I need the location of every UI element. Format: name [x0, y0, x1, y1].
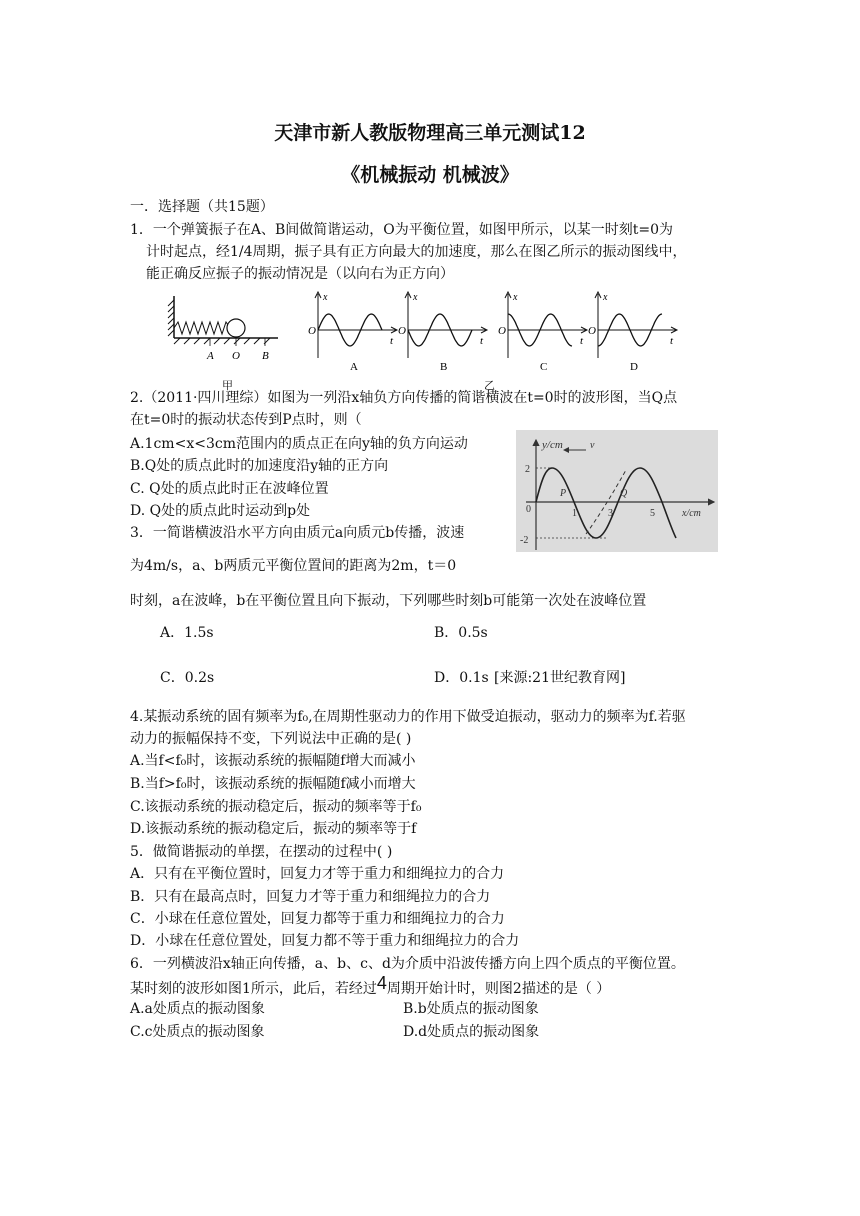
q6-line2	[130, 973, 611, 1000]
point-q-label: Q	[620, 488, 628, 499]
q6-line2-part2: 周期开始计时，则图2描述的是（ ）	[386, 981, 611, 997]
x-tick-5: 5	[650, 508, 655, 519]
q3-source-note: [来源:21世纪教育网]	[494, 670, 626, 686]
q6-line2-part1: 某时刻的波形如图1所示，此后，若经过	[130, 981, 377, 997]
q2-line2: 在t=0时的振动状态传到P点时，则（	[130, 412, 362, 428]
page-title: 天津市新人教版物理高三单元测试12	[274, 122, 586, 144]
vibration-graphs-figure	[300, 286, 700, 382]
q2-option-c: C. Q处的质点此时正在波峰位置	[130, 481, 329, 497]
q4-line2: 动力的振幅保持不变，下列说法中正确的是( )	[130, 731, 412, 747]
graph-2-o-label: O	[498, 325, 506, 337]
spring-oscillator-figure	[166, 292, 284, 364]
q2-option-d: D. Q处的质点此时运动到p处	[130, 503, 311, 519]
q5-option-b: B．只有在最高点时，回复力才等于重力和细绳拉力的合力	[130, 889, 491, 905]
q3-line1: 3．一简谐横波沿水平方向由质元a向质元b传播，波速	[130, 525, 465, 541]
point-a-label: A	[207, 350, 214, 362]
graph-1-t-label: t	[480, 335, 484, 347]
q2-line1: 2.（2011·四川理综）如图为一列沿x轴负方向传播的简谐横波在t=0时的波形图，当Q点	[130, 390, 678, 406]
y-axis-label: y/cm	[542, 439, 563, 451]
q6-option-a: A.a处质点的振动图象	[130, 1001, 265, 1017]
graph-0-o-label: O	[308, 325, 316, 337]
spring	[174, 322, 230, 334]
q4-line1: 4.某振动系统的固有频率为f₀,在周期性驱动力的作用下做受迫振动，驱动力的频率为f.若驱	[130, 709, 686, 725]
q5-line1: 5．做简谐振动的单摆，在摆动的过程中( )	[130, 844, 393, 860]
x-tick-3: 3	[608, 508, 613, 519]
graph-2-t-label: t	[580, 335, 584, 347]
y-tick-neg2: -2	[520, 535, 529, 546]
q1-line2: 计时起点，经1/4周期，振子具有正方向最大的加速度，那么在图乙所示的振动图线中，	[146, 244, 687, 260]
x-tick-1: 1	[572, 508, 577, 519]
q3-option-d: D．0.1s	[434, 670, 489, 686]
q5-option-c: C．小球在任意位置处，回复力都等于重力和细绳拉力的合力	[130, 911, 505, 927]
graph-0-t-label: t	[390, 335, 394, 347]
q3-option-c: C．0.2s	[160, 670, 215, 686]
caption-right: 乙	[484, 379, 495, 392]
graph-3-option-label: D	[630, 361, 638, 373]
y-tick-2: 2	[525, 464, 530, 475]
point-o-label: O	[232, 350, 240, 362]
q4-option-b: B.当f>f₀时，该振动系统的振幅随f减小而增大	[130, 776, 416, 792]
q6-quarter-number: 4	[376, 973, 387, 993]
graph-0-x-label: x	[323, 292, 328, 303]
point-p-label: P	[560, 488, 567, 499]
q6-line1: 6．一列横波沿x轴正向传播，a、b、c、d为介质中沿波传播方向上四个质点的平衡位置。	[130, 956, 685, 972]
page-subtitle: 《机械振动 机械波》	[341, 164, 519, 186]
graph-1-o-label: O	[398, 325, 406, 337]
graph-3-x-label: x	[603, 292, 608, 303]
graph-0-option-label: A	[350, 361, 358, 373]
graph-2-x-label: x	[513, 292, 518, 303]
graph-2-option-label: C	[540, 361, 548, 373]
q6-option-c: C.c处质点的振动图象	[130, 1024, 265, 1040]
graph-1-option-label: B	[440, 361, 448, 373]
q1-line3: 能正确反应振子的振动情况是（以向右为正方向）	[146, 266, 454, 282]
caption-left: 甲	[222, 379, 233, 392]
graph-1-x-label: x	[413, 292, 418, 303]
q3-line2: 为4m/s，a、b两质元平衡位置间的距离为2m，t＝0	[130, 558, 457, 574]
oscillator-ball	[227, 319, 245, 337]
graph-3-o-label: O	[588, 325, 596, 337]
q3-line3: 时刻，a在波峰，b在平衡位置且向下振动，下列哪些时刻b可能第一次处在波峰位置	[130, 593, 647, 609]
x-axis-label: x/cm	[682, 508, 701, 519]
q5-option-d: D．小球在任意位置处，回复力都不等于重力和细绳拉力的合力	[130, 933, 520, 949]
x-tick-0: 0	[526, 504, 531, 515]
wave-photo	[516, 430, 718, 552]
q5-option-a: A．只有在平衡位置时，回复力才等于重力和细绳拉力的合力	[130, 866, 505, 882]
q3-option-b: B．0.5s	[434, 625, 488, 641]
q1-line1: 1．一个弹簧振子在A、B间做简谐运动，O为平衡位置，如图甲所示，以某一时刻t=0为	[130, 222, 674, 238]
q4-option-a: A.当f<f₀时，该振动系统的振幅随f增大而减小	[130, 753, 416, 769]
point-b-label: B	[262, 350, 269, 362]
q6-option-d: D.d处质点的振动图象	[403, 1024, 540, 1040]
q4-option-d: D.该振动系统的振动稳定后，振动的频率等于f	[130, 821, 417, 837]
wave-curve	[536, 468, 676, 538]
q2-option-b: B.Q处的质点此时的加速度沿y轴的正方向	[130, 458, 389, 474]
graph-3-t-label: t	[670, 335, 674, 347]
velocity-label: v	[590, 440, 595, 451]
q3-option-a: A．1.5s	[160, 625, 214, 641]
q4-option-c: C.该振动系统的振动稳定后，振动的频率等于f₀	[130, 799, 422, 815]
section-heading: 一．选择题（共15题）	[130, 199, 274, 215]
q2-option-a: A.1cm<x<3cm范围内的质点正在向y轴的负方向运动	[130, 436, 468, 452]
q6-option-b: B.b处质点的振动图象	[403, 1001, 539, 1017]
